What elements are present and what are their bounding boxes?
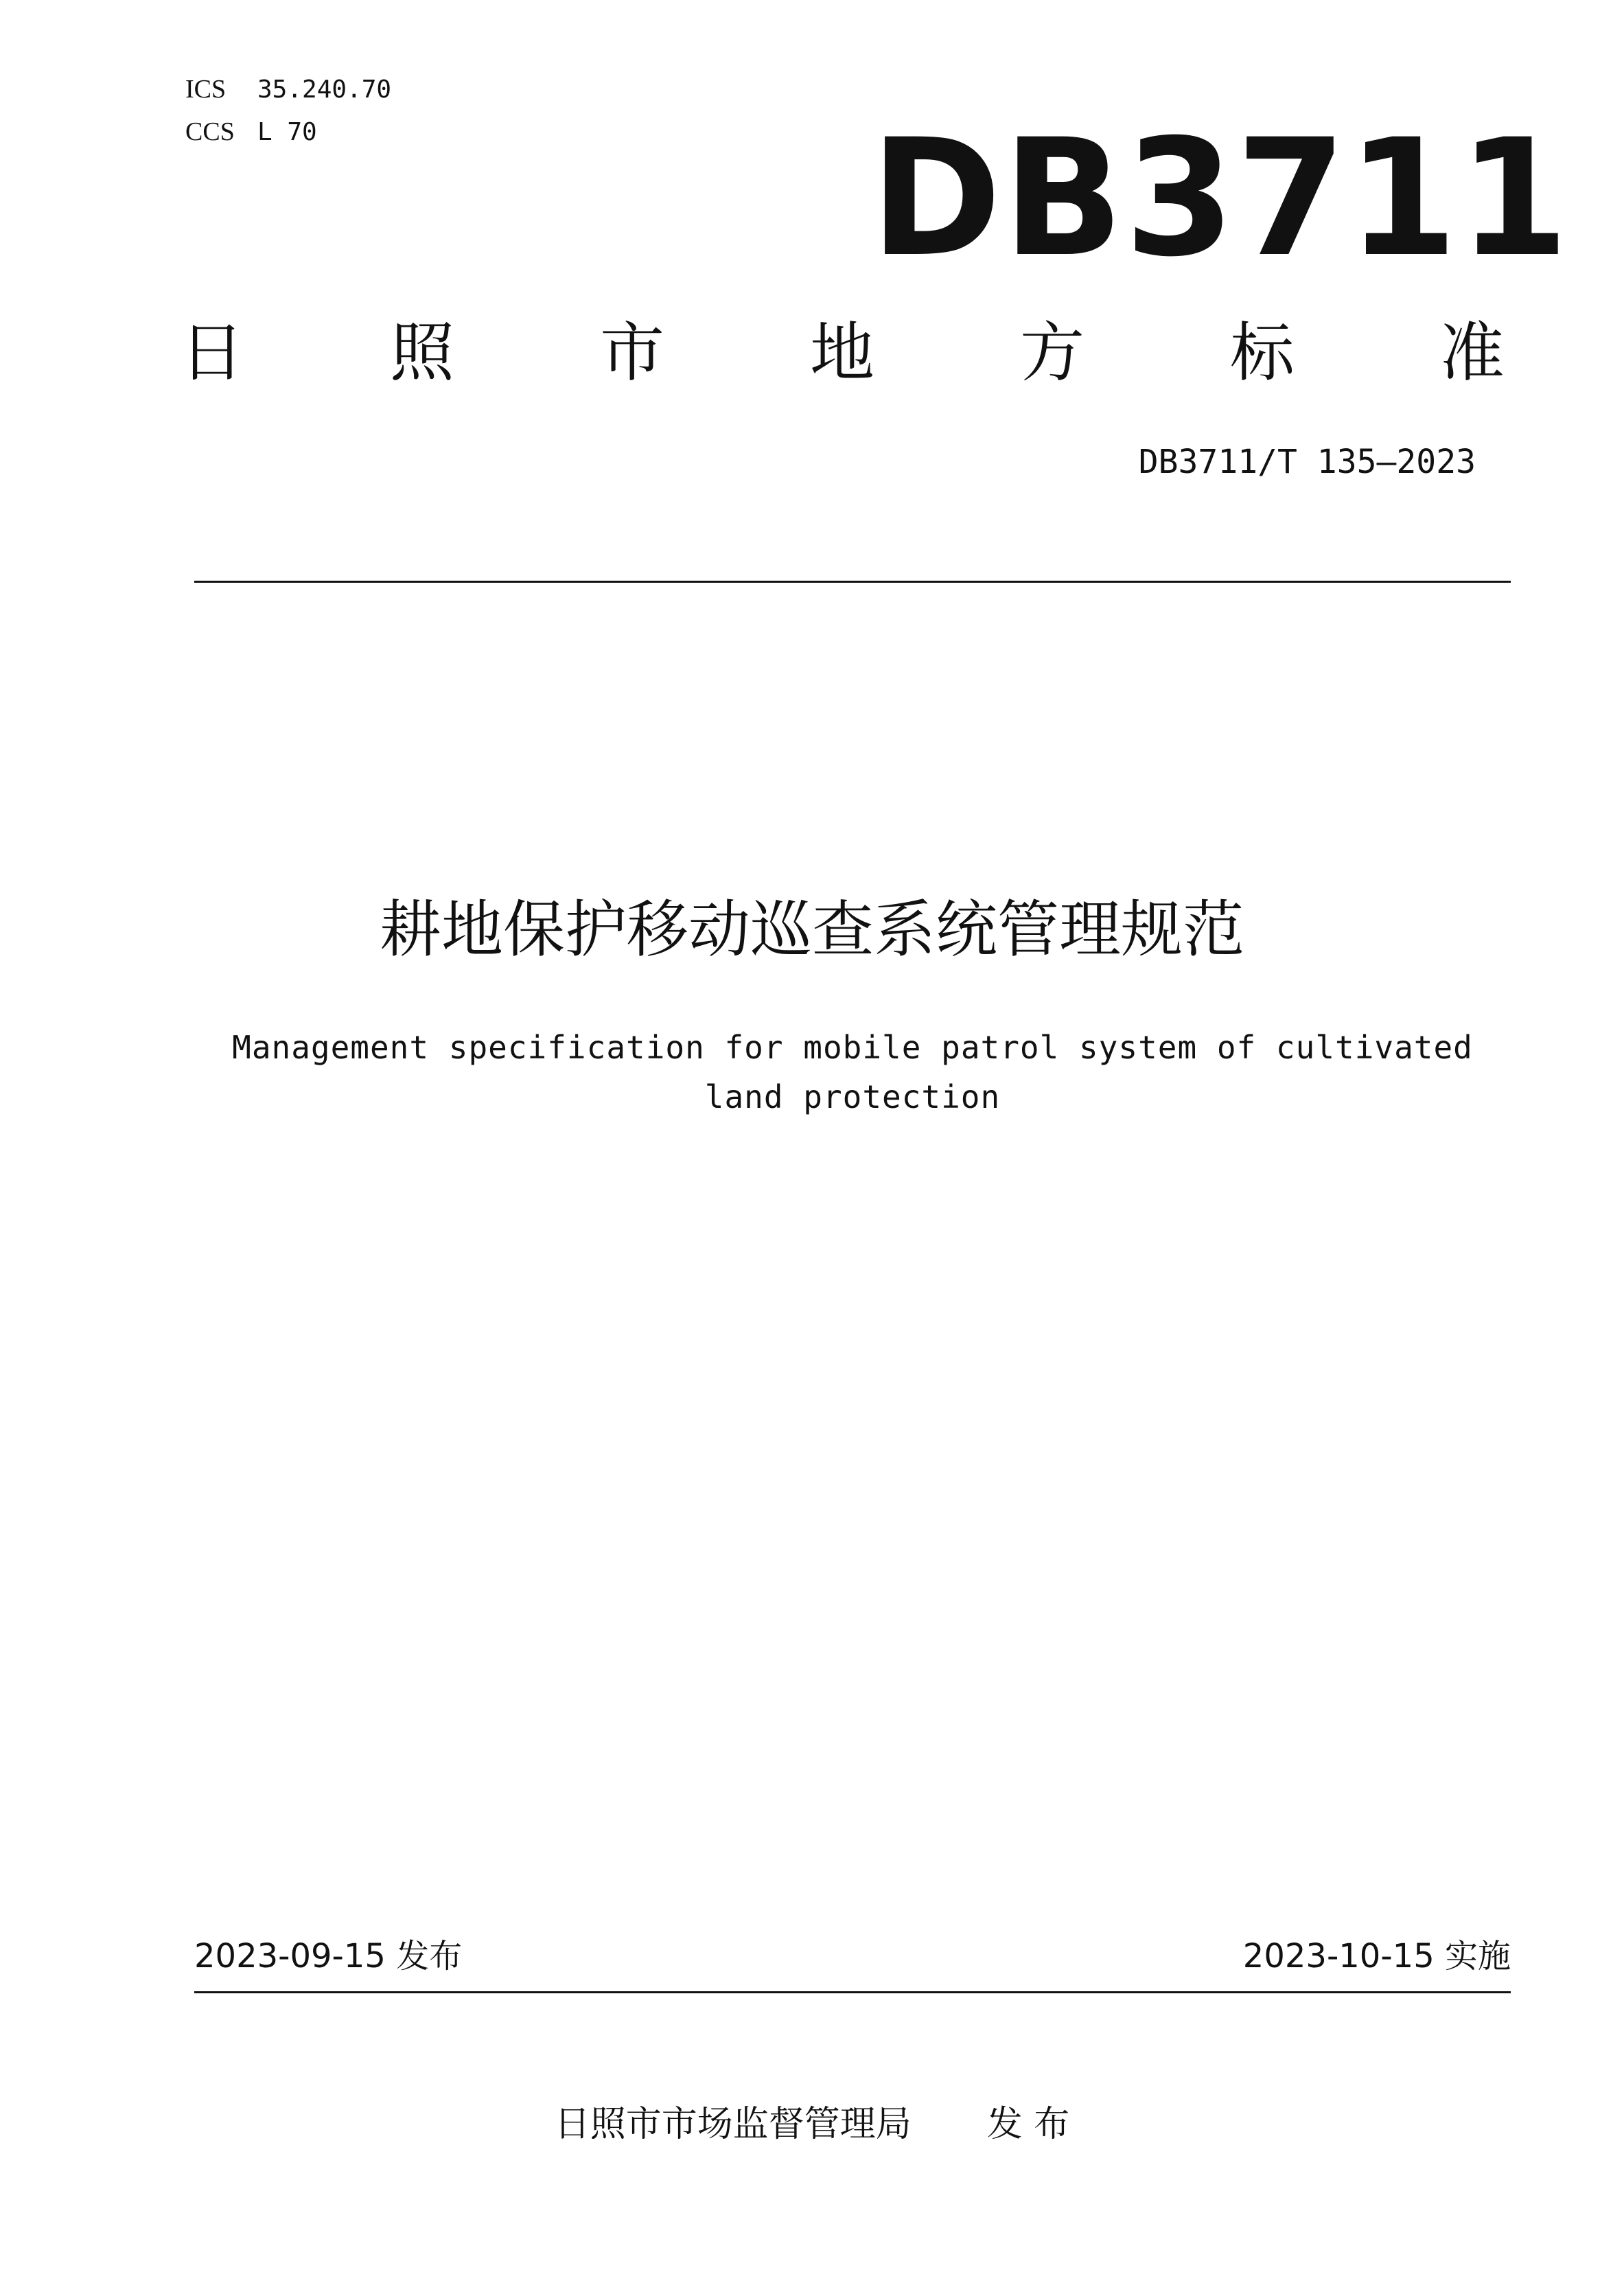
ics-value: 35.240.70 — [257, 76, 392, 104]
standard-type-heading — [180, 312, 1505, 395]
standard-type-char: 地 — [809, 316, 874, 391]
standard-type-char: 市 — [599, 316, 664, 391]
issuer-action: 发 布 — [986, 2104, 1070, 2145]
db-logo: DB3711 — [870, 105, 1570, 292]
standard-type-char: 标 — [1229, 316, 1295, 391]
standard-number: DB3711/T 135—2023 — [1138, 443, 1476, 481]
implement-date: 2023-10-15 实施 — [1242, 1937, 1511, 1975]
issuer-name: 日照市市场监督管理局 — [554, 2104, 912, 2145]
ics-label: ICS — [185, 75, 227, 104]
top-divider — [194, 581, 1511, 583]
english-title: Management specification for mobile patrol system of cultivated land protection — [232, 1029, 1473, 1115]
standard-type-char: 准 — [1439, 316, 1505, 391]
publish-date: 2023-09-15 发布 — [194, 1937, 463, 1975]
standard-type-char: 日 — [180, 316, 245, 391]
bottom-divider — [194, 1991, 1511, 1993]
issuer-line — [0, 2097, 1624, 2152]
chinese-title: 耕地保护移动巡查系统管理规范 — [380, 894, 1244, 966]
standard-type-char: 照 — [389, 316, 454, 391]
ccs-value: L 70 — [257, 118, 317, 146]
ccs-code-row — [185, 117, 317, 158]
ics-code-row — [185, 74, 391, 115]
ccs-label: CCS — [185, 117, 235, 146]
standard-type-char: 方 — [1019, 316, 1084, 391]
